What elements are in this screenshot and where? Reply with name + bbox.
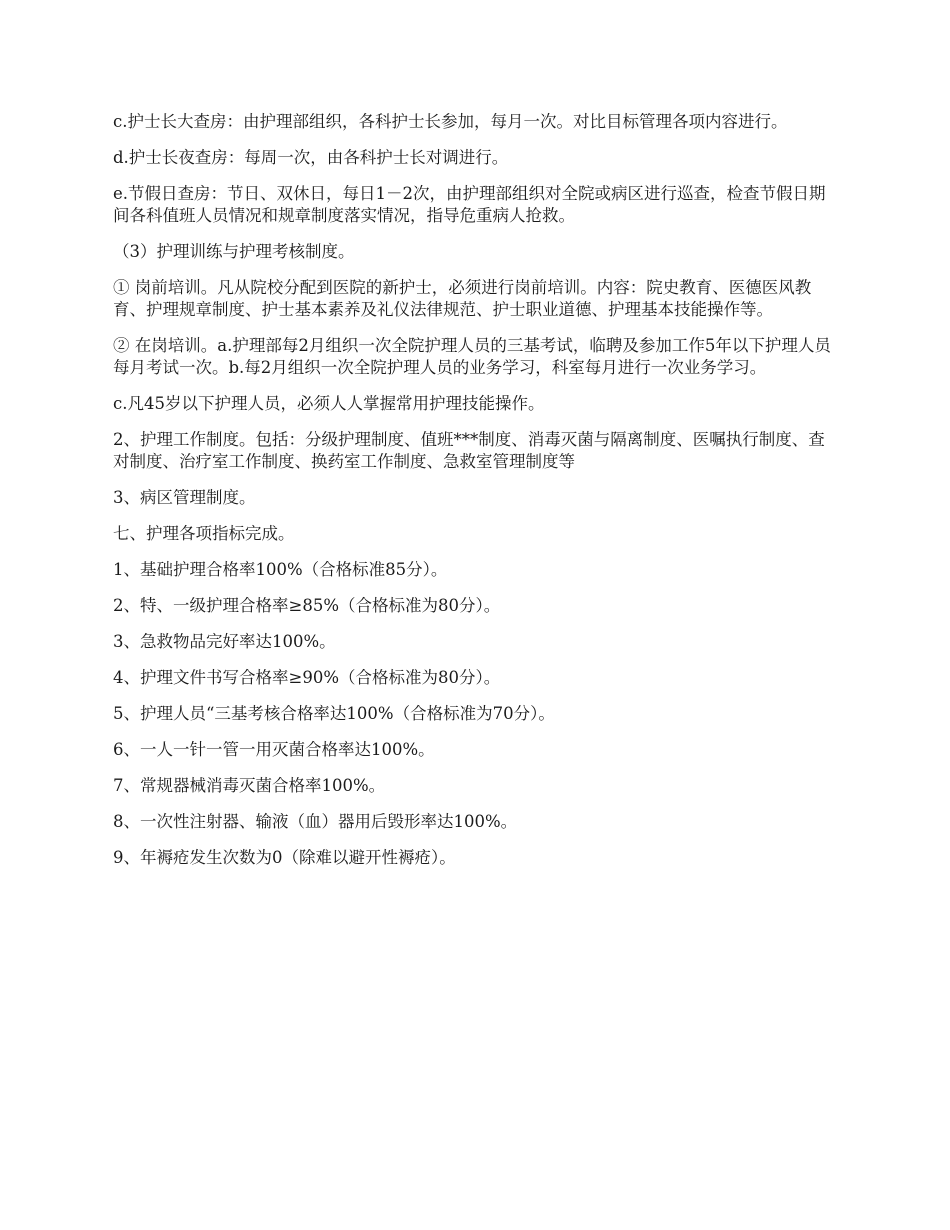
paragraph-holiday-rounds: e.节假日查房：节日、双休日，每日1－2次，由护理部组织对全院或病区进行巡查，检查节假日期间各科值班人员情况和规章制度落实情况，指导危重病人抢救。: [113, 184, 826, 225]
list-item-indicator-6: 6、一人一针一管一用灭菌合格率达100%。: [113, 740, 435, 759]
paragraph-training-heading: （3）护理训练与护理考核制度。: [113, 242, 355, 261]
document-body: [113, 111, 841, 883]
list-item-indicator-5: 5、护理人员“三基考核合格率达100%（合格标准为70分）。: [113, 704, 555, 723]
paragraph-ward-management: 3、病区管理制度。: [113, 488, 256, 507]
list-item-indicator-1: 1、基础护理合格率100%（合格标准85分）。: [113, 560, 448, 579]
list-item-indicator-2: 2、特、一级护理合格率≥85%（合格标准为80分）。: [113, 596, 501, 615]
paragraph-night-rounds: d.护士长夜查房：每周一次，由各科护士长对调进行。: [113, 148, 509, 167]
list-item-indicator-4: 4、护理文件书写合格率≥90%（合格标准为80分）。: [113, 668, 501, 687]
list-item-indicator-3: 3、急救物品完好率达100%。: [113, 632, 336, 651]
paragraph-pre-job-training: ① 岗前培训。凡从院校分配到医院的新护士，必须进行岗前培训。内容：院史教育、医德医风教育、护理规章制度、护士基本素养及礼仪法律规范、护士职业道德、护理基本技能操作等。: [113, 278, 812, 319]
list-item-indicator-7: 7、常规器械消毒灭菌合格率100%。: [113, 776, 386, 795]
paragraph-on-job-training: ② 在岗培训。a.护理部每2月组织一次全院护理人员的三基考试，临聘及参加工作5年以下护理人员每月考试一次。b.每2月组织一次全院护理人员的业务学习，科室每月进行一次业务学习。: [113, 336, 831, 377]
list-item-indicator-9: 9、年褥疮发生次数为0（除难以避开性褥疮）。: [113, 848, 456, 867]
list-item-indicator-8: 8、一次性注射器、输液（血）器用后毁形率达100%。: [113, 812, 518, 831]
paragraph-work-system: 2、护理工作制度。包括：分级护理制度、值班***制度、消毒灭菌与隔离制度、医嘱执行制度、查对制度、治疗室工作制度、换药室工作制度、急救室管理制度等: [113, 430, 825, 471]
section-heading-indicators: 七、护理各项指标完成。: [113, 524, 295, 543]
paragraph-skill-requirement: c.凡45岁以下护理人员，必须人人掌握常用护理技能操作。: [113, 394, 545, 413]
paragraph-head-nurse-rounds: c.护士长大查房：由护理部组织，各科护士长参加，每月一次。对比目标管理各项内容进行。: [113, 112, 788, 131]
